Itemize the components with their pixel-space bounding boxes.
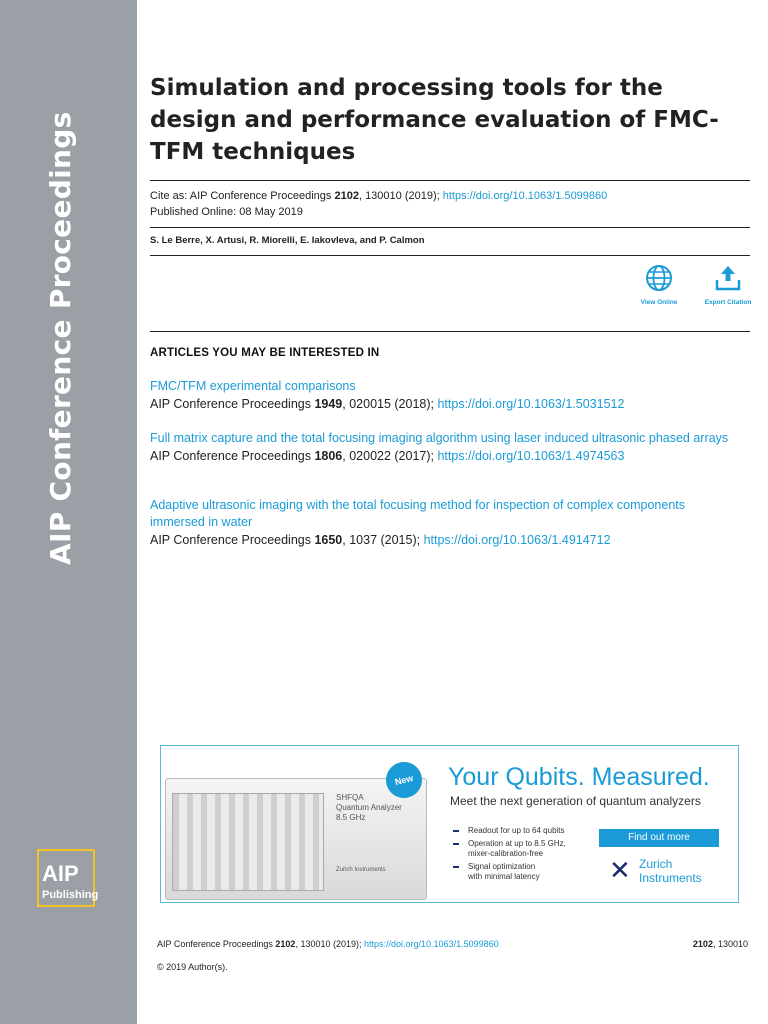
aip-publishing-logo[interactable]: [37, 849, 99, 907]
article-doi-link[interactable]: https://doi.org/10.1063/1.5099860: [442, 190, 608, 202]
related-article: [150, 430, 740, 465]
divider: [150, 255, 750, 256]
export-citation-label: Export Citation: [704, 299, 752, 306]
reference-volume: 1949: [314, 397, 343, 411]
bullet-icon: [453, 830, 459, 832]
cite-prefix: Cite as: AIP Conference Proceedings: [150, 190, 335, 202]
cite-rest: , 130010 (2019);: [358, 190, 443, 202]
brand-line-2: Instruments: [639, 871, 702, 885]
related-articles-heading: ARTICLES YOU MAY BE INTERESTED IN: [150, 347, 380, 359]
bullet-icon: [453, 866, 459, 868]
brand-line-1: Zurich: [639, 857, 673, 871]
footer-rest: , 130010 (2019);: [295, 939, 364, 949]
ad-feature-item: [453, 839, 566, 859]
footer-doi-link[interactable]: https://doi.org/10.1063/1.5099860: [364, 939, 499, 949]
reference-volume: 1806: [314, 449, 343, 463]
device-front-panel: [172, 793, 324, 891]
ad-subline: Meet the next generation of quantum analyzers: [450, 794, 701, 808]
ad-feature-item: [453, 826, 566, 836]
reference-volume: 1650: [314, 533, 343, 547]
footer-journal: AIP Conference Proceedings: [157, 939, 276, 949]
export-icon: [713, 263, 743, 293]
logo-text-publishing: Publishing: [42, 889, 99, 901]
footer-page-volume: 2102: [692, 939, 713, 949]
related-article-title-link[interactable]: Full matrix capture and the total focusing imaging algorithm using laser induced ultrasonic phased arrays: [150, 431, 729, 445]
related-article-doi-link[interactable]: https://doi.org/10.1063/1.5031512: [437, 397, 625, 411]
footer-citation: [157, 939, 499, 949]
divider: [150, 180, 750, 181]
device-brand: Zurich Instruments: [336, 867, 386, 873]
reference-journal: AIP Conference Proceedings: [150, 533, 315, 547]
zurich-x-icon: ✕: [609, 855, 631, 885]
logo-text-aip: AIP: [42, 861, 79, 886]
related-article-reference: [150, 396, 740, 413]
reference-rest: , 020022 (2017);: [342, 449, 438, 463]
view-online-label: View Online: [640, 299, 678, 306]
footer-page-rest: , 130010: [712, 939, 748, 949]
ad-headline: Your Qubits. Measured.: [448, 763, 710, 791]
divider: [150, 227, 750, 228]
related-article-title-link[interactable]: Adaptive ultrasonic imaging with the total focusing method for inspection of complex components immersed in water: [150, 498, 686, 529]
reference-journal: AIP Conference Proceedings: [150, 449, 315, 463]
advertisement-banner[interactable]: [160, 745, 739, 903]
sidebar: [0, 0, 137, 1024]
reference-rest: , 020015 (2018);: [342, 397, 438, 411]
ad-feature-text: Readout for up to 64 qubits: [468, 826, 565, 835]
citation-line: [150, 190, 607, 202]
related-article-title-link[interactable]: FMC/TFM experimental comparisons: [150, 379, 356, 393]
new-badge: New: [382, 758, 426, 802]
related-article-reference: [150, 532, 740, 549]
brand-name: [639, 857, 702, 885]
bullet-icon: [453, 843, 459, 845]
reference-journal: AIP Conference Proceedings: [150, 397, 315, 411]
ad-feature-text: Signal optimization with minimal latency: [468, 862, 540, 881]
related-article-doi-link[interactable]: https://doi.org/10.1063/1.4974563: [437, 449, 625, 463]
reference-rest: , 1037 (2015);: [342, 533, 424, 547]
copyright-notice: © 2019 Author(s).: [157, 962, 228, 972]
export-citation-button[interactable]: [703, 263, 753, 306]
zurich-instruments-logo: [609, 854, 729, 886]
device-label: SHFQA Quantum Analyzer 8.5 GHz: [336, 793, 402, 822]
related-article: [150, 497, 740, 549]
ad-feature-list: [453, 826, 566, 885]
footer-volume: 2102: [275, 939, 296, 949]
related-article-reference: [150, 448, 740, 465]
article-title: Simulation and processing tools for the design and performance evaluation of FMC-TFM techniques: [150, 75, 719, 165]
ad-feature-text: Operation at up to 8.5 GHz, mixer-calibration-free: [468, 839, 566, 858]
cite-volume: 2102: [334, 190, 359, 202]
journal-name-vertical: AIP Conference Proceedings: [44, 111, 77, 565]
author-list: S. Le Berre, X. Artusi, R. Miorelli, E. Iakovleva, and P. Calmon: [150, 235, 425, 246]
ad-feature-item: [453, 862, 566, 882]
view-online-button[interactable]: [634, 263, 684, 306]
related-article: [150, 378, 740, 413]
footer-page-number: [693, 939, 748, 949]
related-article-doi-link[interactable]: https://doi.org/10.1063/1.4914712: [423, 533, 611, 547]
globe-icon: [644, 263, 674, 293]
divider: [150, 331, 750, 332]
find-out-more-button[interactable]: Find out more: [599, 829, 719, 847]
quantum-analyzer-device-image: [165, 778, 427, 900]
published-date: Published Online: 08 May 2019: [150, 206, 303, 218]
